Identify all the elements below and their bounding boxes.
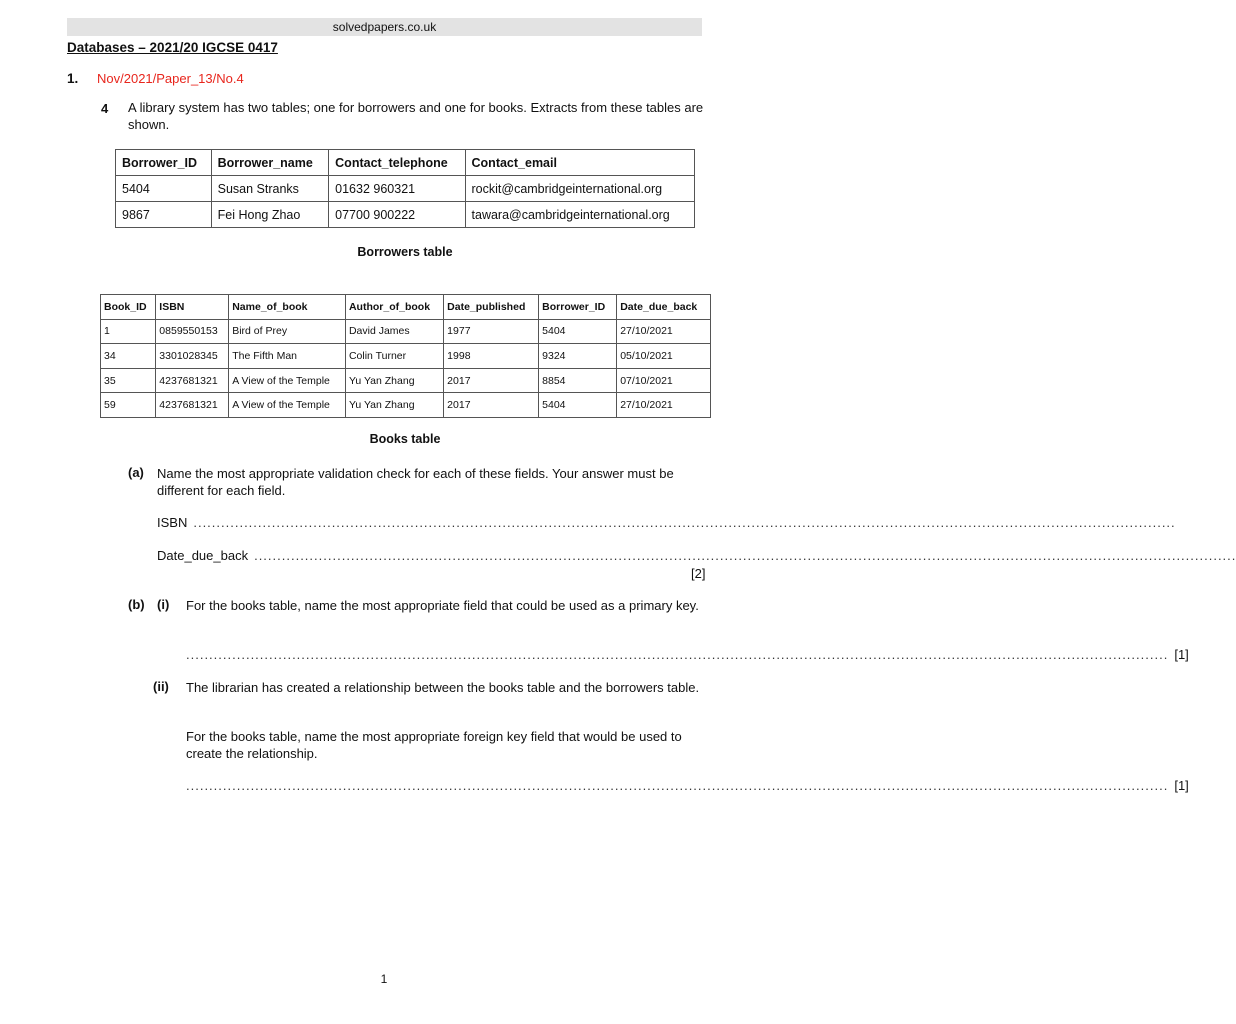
table-cell: 35 — [101, 368, 156, 393]
marks-part-a: [2] — [691, 566, 706, 581]
part-b-ii-text-1: The librarian has created a relationship between the books table and the borrowers table. — [186, 680, 700, 695]
table-cell: A View of the Temple — [229, 393, 346, 418]
table-cell: tawara@cambridgeinternational.org — [465, 202, 694, 228]
dotted-answer-line: ..................................................................................................................................................................................................................... — [186, 647, 1169, 662]
table-cell: 2017 — [444, 393, 539, 418]
table-row — [116, 176, 695, 202]
table-cell: 4237681321 — [156, 393, 229, 418]
table-cell: 1977 — [444, 319, 539, 344]
header-cell: Borrower_name — [211, 150, 329, 176]
table-cell: 07/10/2021 — [617, 368, 711, 393]
part-b-ii-text-2: For the books table, name the most appropriate foreign key field that would be used to create the relationship. — [186, 729, 682, 761]
dotted-answer-line: ..................................................................................................................................................................................................................... — [193, 515, 1176, 530]
sub-question-number: 4 — [101, 101, 109, 116]
document-title: Databases – 2021/20 IGCSE 0417 — [67, 40, 278, 55]
table-cell: 9867 — [116, 202, 212, 228]
marks-part-b-i: [1] — [1174, 647, 1189, 662]
table-cell: Bird of Prey — [229, 319, 346, 344]
marks-part-b-ii: [1] — [1174, 778, 1189, 793]
answer-line-b-i[interactable] — [186, 647, 1189, 662]
header-cell: Contact_telephone — [329, 150, 465, 176]
header-cell: Borrower_ID — [116, 150, 212, 176]
table-cell: 34 — [101, 344, 156, 369]
header-cell: ISBN — [156, 295, 229, 320]
field-label-date-due-back: Date_due_back — [157, 548, 249, 563]
field-label-isbn: ISBN — [157, 515, 188, 530]
site-banner: solvedpapers.co.uk — [67, 18, 702, 36]
table-cell: Fei Hong Zhao — [211, 202, 329, 228]
table-cell: 1998 — [444, 344, 539, 369]
table-cell: David James — [345, 319, 443, 344]
table-cell: 8854 — [539, 368, 617, 393]
header-cell: Name_of_book — [229, 295, 346, 320]
table-cell: 3301028345 — [156, 344, 229, 369]
part-b-i-text: For the books table, name the most appropriate field that could be used as a primary key. — [186, 598, 699, 613]
dotted-answer-line: ..................................................................................................................................................................................................................... — [254, 548, 1236, 563]
table-cell: The Fifth Man — [229, 344, 346, 369]
borrowers-table-caption: Borrowers table — [357, 245, 453, 259]
table-cell: 5404 — [539, 319, 617, 344]
part-a-text: Name the most appropriate validation check for each of these fields. Your answer must be different for each field. — [157, 466, 674, 498]
answer-line-isbn[interactable] — [157, 515, 1176, 530]
part-a-label: (a) — [128, 465, 144, 480]
answer-line-b-ii[interactable] — [186, 778, 1189, 793]
table-row — [101, 368, 711, 393]
table-header-row — [116, 150, 695, 176]
dotted-answer-line: ..................................................................................................................................................................................................................... — [186, 778, 1169, 793]
question-stem: A library system has two tables; one for borrowers and one for books. Extracts from these tables are shown. — [128, 100, 704, 132]
table-cell: 59 — [101, 393, 156, 418]
table-cell: 5404 — [539, 393, 617, 418]
part-b-i-label: (i) — [157, 597, 170, 612]
table-cell: 0859550153 — [156, 319, 229, 344]
header-cell: Date_published — [444, 295, 539, 320]
answer-line-date-due-back[interactable] — [157, 548, 1236, 563]
table-cell: 07700 900222 — [329, 202, 465, 228]
table-cell: 1 — [101, 319, 156, 344]
table-cell: 05/10/2021 — [617, 344, 711, 369]
table-header-row — [101, 295, 711, 320]
table-cell: A View of the Temple — [229, 368, 346, 393]
header-cell: Book_ID — [101, 295, 156, 320]
table-cell: 9324 — [539, 344, 617, 369]
table-cell: rockit@cambridgeinternational.org — [465, 176, 694, 202]
table-cell: Susan Stranks — [211, 176, 329, 202]
table-cell: 27/10/2021 — [617, 319, 711, 344]
part-b-label: (b) — [128, 597, 145, 612]
header-cell: Contact_email — [465, 150, 694, 176]
books-table — [100, 294, 711, 418]
table-cell: 5404 — [116, 176, 212, 202]
header-cell: Author_of_book — [345, 295, 443, 320]
part-b-ii-label: (ii) — [153, 679, 169, 694]
header-cell: Borrower_ID — [539, 295, 617, 320]
question-number: 1. — [67, 71, 79, 86]
table-cell: 01632 960321 — [329, 176, 465, 202]
table-cell: Yu Yan Zhang — [345, 368, 443, 393]
table-row — [101, 319, 711, 344]
table-cell: 27/10/2021 — [617, 393, 711, 418]
table-cell: Yu Yan Zhang — [345, 393, 443, 418]
table-row — [116, 202, 695, 228]
borrowers-table — [115, 149, 695, 228]
books-table-caption: Books table — [369, 432, 441, 446]
question-reference: Nov/2021/Paper_13/No.4 — [97, 71, 244, 86]
header-cell: Date_due_back — [617, 295, 711, 320]
table-cell: 4237681321 — [156, 368, 229, 393]
table-cell: Colin Turner — [345, 344, 443, 369]
table-row — [101, 393, 711, 418]
table-cell: 2017 — [444, 368, 539, 393]
page-number: 1 — [380, 972, 388, 986]
table-row — [101, 344, 711, 369]
